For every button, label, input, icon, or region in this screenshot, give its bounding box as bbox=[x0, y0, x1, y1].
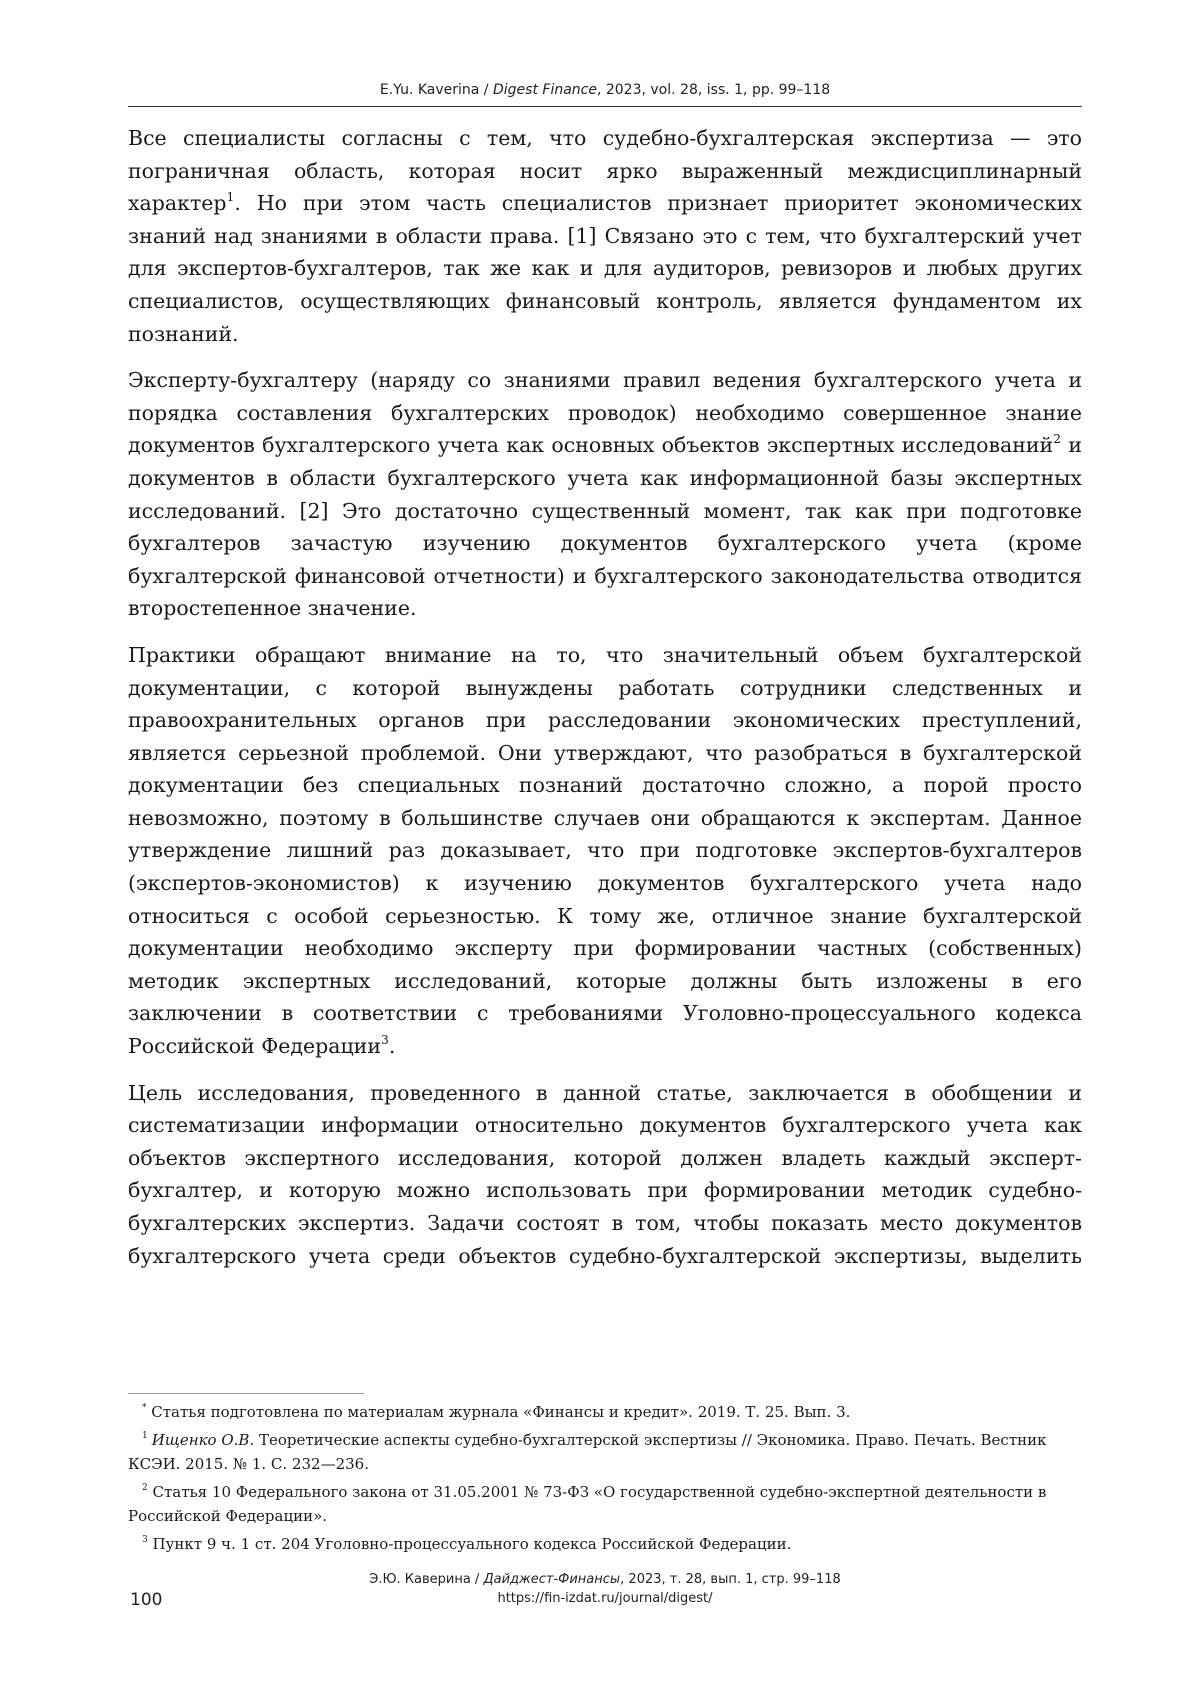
footnote-3 bbox=[128, 1532, 1082, 1556]
paragraph-2-text-cont: и документов в области бухгалтерского учета как информационной базы экспертных исследований. [2] Это достаточно существенный момент, так как при подготовке бухгалтеров зачастую изучению документов бухгалтерского учета (кроме бухгалтерской финансовой отчетности) и бухгалтерского законодательства отводится второстепенное значение. bbox=[128, 433, 1082, 621]
footnote-text: Теоретические аспекты судебно-бухгалтерской экспертизы // Экономика. Право. Печать. Вестник КСЭИ. 2015. № 1. С. 232—236. bbox=[128, 1431, 1047, 1473]
header-details: , 2023, vol. 28, iss. 1, pp. 99–118 bbox=[596, 82, 831, 98]
footnote-ref-1[interactable]: 1 bbox=[226, 190, 235, 205]
paragraph-1-text-cont: . Но при этом часть специалистов признает приоритет экономических знаний над знаниями в области права. [1] Связано это с тем, что бухгалтерский учет для экспертов-бухгалтеров, так же как и для аудиторов, ревизоров и любых других специалистов, осуществляющих финансовый контроль, является фундаментом их познаний. bbox=[128, 191, 1082, 346]
header-journal: Digest Finance bbox=[492, 82, 597, 98]
footer-details: , 2023, т. 28, вып. 1, стр. 99–118 bbox=[620, 1572, 841, 1587]
footnote-text: Пункт 9 ч. 1 ст. 204 Уголовно-процессуального кодекса Российской Федерации. bbox=[147, 1535, 792, 1553]
paragraph-1-text: Все специалисты согласны с тем, что судебно-бухгалтерская экспертиза — это пограничная область, которая носит ярко выраженный междисциплинарный характер bbox=[128, 126, 1082, 216]
footnote-2 bbox=[128, 1480, 1082, 1528]
footnote-ref-2[interactable]: 2 bbox=[1053, 432, 1062, 447]
paragraph-3-text: Практики обращают внимание на то, что значительный объем бухгалтерской документации, с которой вынуждены работать сотрудники следственных и правоохранительных органов при расследовании экономических преступлений, является серьезной проблемой. Они утверждают, что разобраться в бухгалтерской документации без специальных познаний достаточно сложно, а порой просто невозможно, поэтому в большинстве случаев они обращаются к экспертам. Данное утверждение лишний раз доказывает, что при подготовке экспертов-бухгалтеров (экспертов-экономистов) к изучению документов бухгалтерского учета надо относиться с особой серьезностью. К тому же, отличное знание бухгалтерской документации необходимо эксперту при формировании частных (собственных) методик экспертных исследований, которые должны быть изложены в его заключении в соответствии с требованиями Уголовно-процессуального кодекса Российской Федерации bbox=[128, 642, 1082, 1059]
footnote-text: Статья 10 Федерального закона от 31.05.2001 № 73-ФЗ «О государственной судебно-экспертной деятельности в Российской Федерации». bbox=[128, 1483, 1047, 1525]
footer-author: Э.Ю. Каверина / bbox=[369, 1572, 484, 1587]
footnote-mark: 3 bbox=[142, 1535, 148, 1546]
footnote-rule bbox=[128, 1393, 364, 1394]
footnote-mark: 2 bbox=[142, 1483, 148, 1494]
footer-url[interactable]: https://fin-izdat.ru/journal/digest/ bbox=[497, 1591, 713, 1606]
paragraph-3 bbox=[128, 639, 1082, 1063]
footer-line-1 bbox=[350, 1570, 860, 1589]
footer-journal: Дайджест-Финансы bbox=[483, 1572, 621, 1587]
paragraph-1 bbox=[128, 122, 1082, 350]
footnote-author: Ищенко О.В. bbox=[151, 1431, 255, 1449]
footer-citation bbox=[350, 1570, 860, 1608]
footnote-mark: 1 bbox=[142, 1431, 148, 1442]
running-header: E.Yu. Kaverina / Digest Finance, 2023, vol. 28, iss. 1, pp. 99–118 bbox=[379, 82, 831, 98]
header-author: E.Yu. Kaverina bbox=[379, 82, 480, 98]
article-body bbox=[128, 122, 1082, 1286]
footnote-mark: * bbox=[142, 1403, 147, 1414]
paragraph-2 bbox=[128, 364, 1082, 625]
footnotes bbox=[128, 1400, 1082, 1560]
header-rule bbox=[128, 106, 1082, 107]
paragraph-2-text: Эксперту-бухгалтеру (наряду со знаниями правил ведения бухгалтерского учета и порядка составления бухгалтерских проводок) необходимо совершенное знание документов бухгалтерского учета как основных объектов экспертных исследований bbox=[128, 368, 1082, 458]
paragraph-4 bbox=[128, 1077, 1082, 1273]
paragraph-3-text-cont: . bbox=[388, 1034, 396, 1059]
paragraph-4-text: Цель исследования, проведенного в данной статье, заключается в обобщении и систематизации информации относительно документов бухгалтерского учета как объектов экспертного исследования, которой должен владеть каждый эксперт-бухгалтер, и которую можно использовать при формировании методик судебно-бухгалтерских экспертиз. Задачи состоят в том, чтобы показать место документов бухгалтерского учета среди объектов судебно-бухгалтерской экспертизы, выделить bbox=[128, 1080, 1082, 1268]
footnote-ref-3[interactable]: 3 bbox=[381, 1032, 389, 1047]
footnote-1 bbox=[128, 1428, 1082, 1476]
footnote-star bbox=[128, 1400, 1082, 1424]
footnote-text: Статья подготовлена по материалам журнала «Финансы и кредит». 2019. Т. 25. Вып. 3. bbox=[146, 1403, 851, 1421]
page-number: 100 bbox=[130, 1590, 163, 1610]
